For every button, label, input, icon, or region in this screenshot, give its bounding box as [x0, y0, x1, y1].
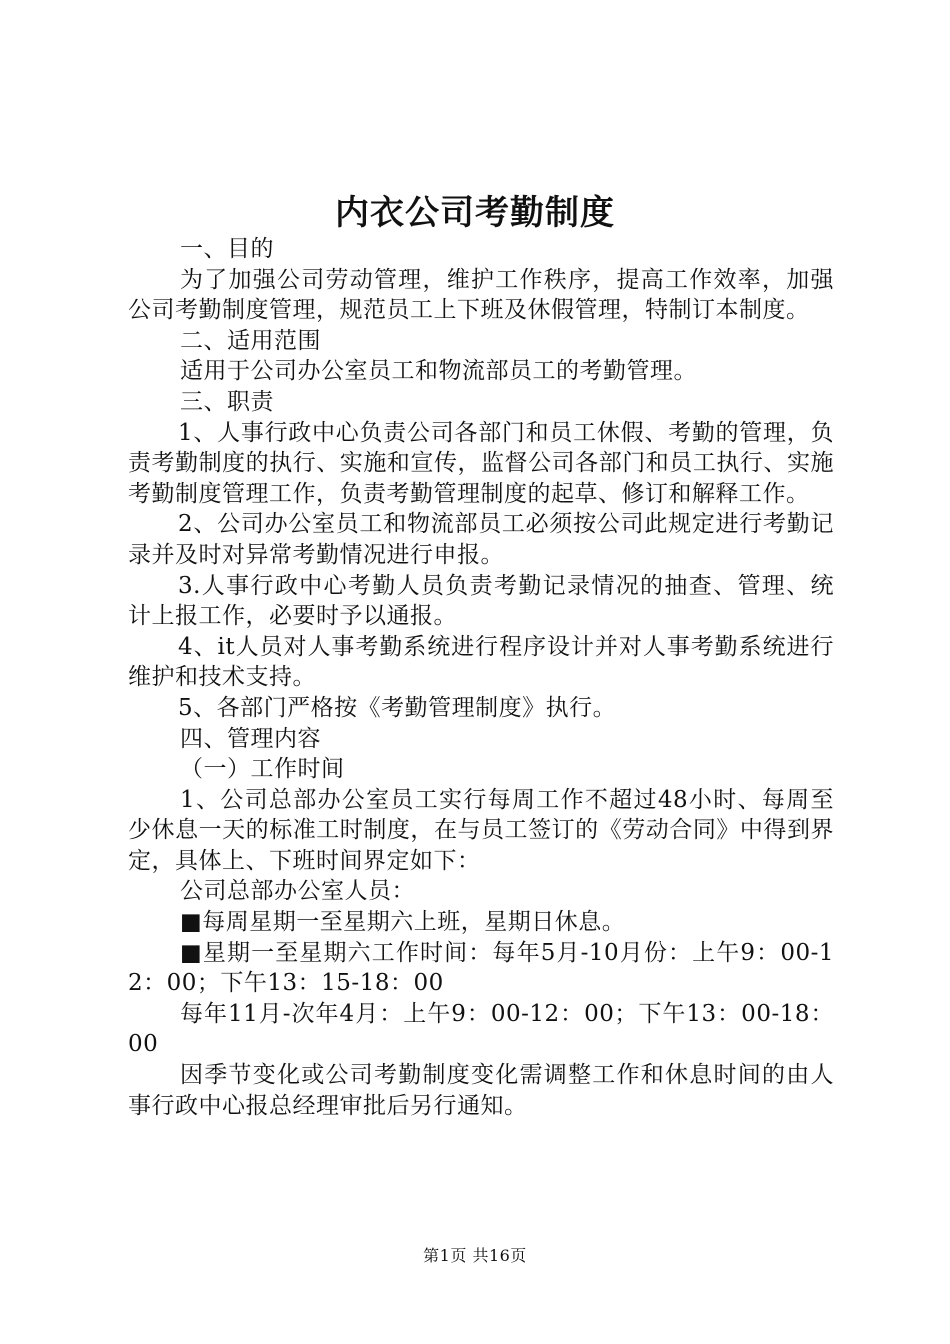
paragraph-work-hours-winter: 每年11月-次年4月：上午9：00-12：00；下午13：00-18：00: [128, 1000, 834, 1058]
page-number-footer: 第1页 共16页: [423, 1246, 527, 1265]
document-title: 内衣公司考勤制度: [335, 193, 615, 233]
paragraph-duty-2: 2、公司办公室员工和物流部员工必须按公司此规定进行考勤记录并及时对异常考勤情况进行申报。: [128, 511, 834, 568]
section-heading-management: 四、管理内容: [180, 725, 321, 752]
paragraph-duty-1: 1、人事行政中心负责公司各部门和员工休假、考勤的管理，负责考勤制度的执行、实施和宣传，监督公司各部门和员工执行、实施考勤制度管理工作，负责考勤管理制度的起草、修订和解释工作。: [128, 419, 834, 507]
section-heading-scope: 二、适用范围: [180, 327, 321, 354]
paragraph-duty-5: 5、各部门严格按《考勤管理制度》执行。: [178, 694, 617, 721]
paragraph-schedule-change: 因季节变化或公司考勤制度变化需调整工作和休息时间的由人事行政中心报总经理审批后另行通知。: [128, 1062, 834, 1119]
section-heading-purpose: 一、目的: [180, 236, 274, 262]
paragraph-office-staff: 公司总部办公室人员：: [180, 878, 415, 905]
bullet-work-hours-summer: ■星期一至星期六工作时间：每年5月-10月份：上午9：00-12：00；下午13：15-18：00: [128, 939, 834, 997]
paragraph-purpose: 为了加强公司劳动管理，维护工作秩序，提高工作效率，加强公司考勤制度管理，规范员工上下班及休假管理，特制订本制度。: [128, 266, 834, 324]
paragraph-duty-3: 3.人事行政中心考勤人员负责考勤记录情况的抽查、管理、统计上报工作，必要时予以通报。: [128, 572, 834, 630]
paragraph-work-time-1: 1、公司总部办公室员工实行每周工作不超过48小时、每周至少休息一天的标准工时制度，在与员工签订的《劳动合同》中得到界定，具体上、下班时间界定如下：: [128, 786, 834, 874]
document-body: [128, 234, 834, 1121]
paragraph-scope: 适用于公司办公室员工和物流部员工的考勤管理。: [180, 358, 697, 385]
subsection-heading-work-time: （一）工作时间: [180, 756, 345, 783]
bullet-work-days: ■每周星期一至星期六上班，星期日休息。: [180, 909, 626, 936]
section-heading-duties: 三、职责: [180, 388, 274, 415]
paragraph-duty-4: 4、it人员对人事考勤系统进行程序设计并对人事考勤系统进行维护和技术支持。: [128, 633, 834, 691]
